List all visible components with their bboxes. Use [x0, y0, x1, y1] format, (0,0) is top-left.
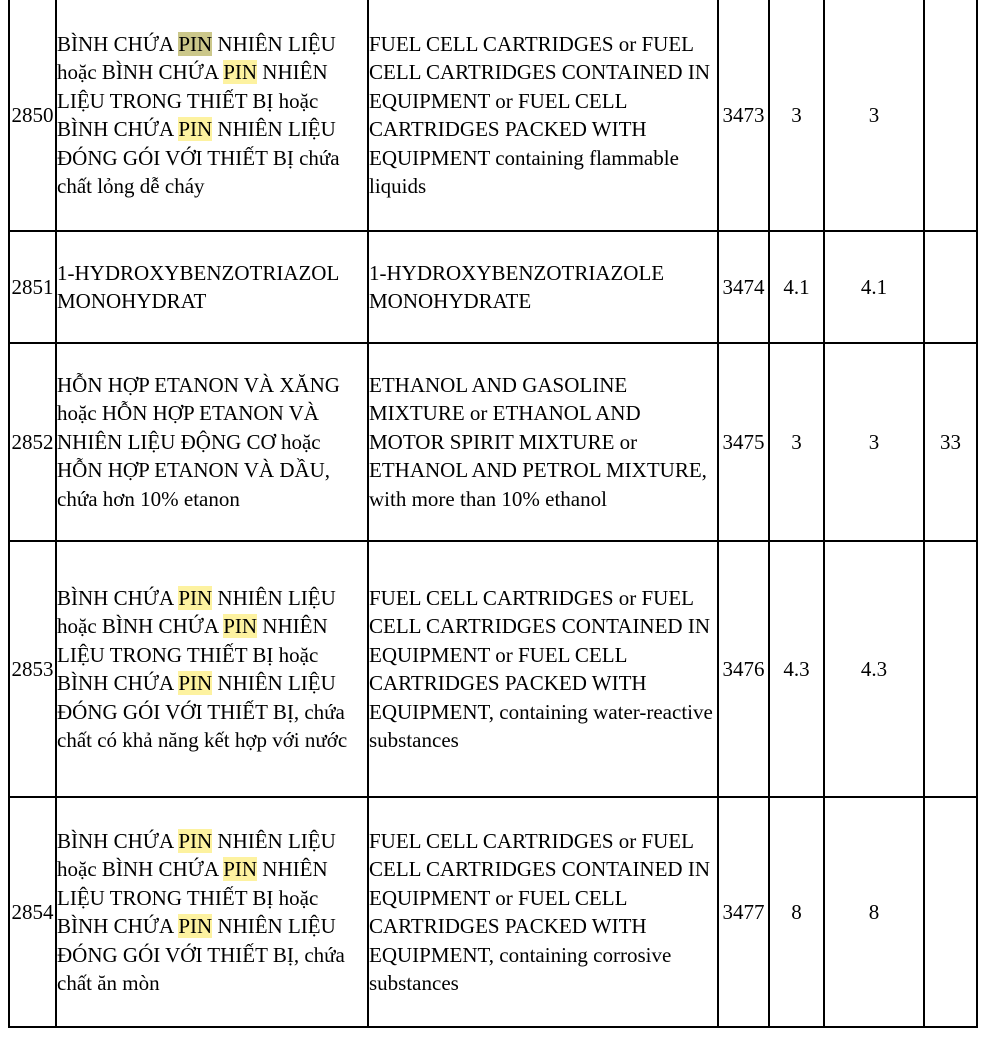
text-segment: BÌNH CHỨA	[57, 828, 179, 853]
search-highlight: PIN	[223, 857, 258, 881]
english-name-cell	[368, 0, 718, 231]
un-number-cell-text: 3475	[722, 430, 765, 454]
extra-code-cell	[924, 0, 977, 231]
text-segment: BÌNH CHỨA	[57, 585, 179, 610]
text-segment: NHIÊN LIỆU hoặc BÌNH CHỨA	[57, 828, 336, 881]
text-segment: NHIÊN LIỆU hoặc BÌNH CHỨA	[57, 585, 336, 638]
hazard-class-cell	[769, 0, 824, 231]
hazard-class-cell-text: 4.1	[783, 274, 810, 299]
hazard-label-cell-text: 8	[868, 899, 880, 924]
text-segment: 1-HYDROXYBENZOTRIAZOL MONOHYDRAT	[57, 260, 339, 313]
hazard-label-cell	[824, 343, 924, 541]
english-name-cell	[368, 797, 718, 1027]
hazard-label-cell-text: 3	[868, 102, 880, 127]
un-number-cell	[718, 0, 769, 231]
table-row	[9, 343, 977, 541]
un-number-cell	[718, 797, 769, 1027]
un-number-cell	[718, 343, 769, 541]
english-name-cell	[368, 541, 718, 797]
hazard-label-cell-text: 3	[868, 429, 880, 454]
hazard-label-cell	[824, 0, 924, 231]
text-segment: NHIÊN LIỆU TRONG THIẾT BỊ hoặc BÌNH CHỨA	[57, 60, 328, 141]
hazard-class-cell	[769, 541, 824, 797]
row-number-cell-text: 2850	[11, 103, 54, 127]
text-segment: NHIÊN LIỆU ĐÓNG GÓI VỚI THIẾT BỊ, chứa chất có khả năng kết hợp với nước	[57, 671, 348, 752]
table-row	[9, 231, 977, 343]
row-number-cell	[9, 231, 56, 343]
extra-code-cell	[924, 343, 977, 541]
vietnamese-name-text	[57, 30, 367, 201]
search-highlight: PIN	[223, 60, 258, 84]
english-name-text: FUEL CELL CARTRIDGES or FUEL CELL CARTRIDGES CONTAINED IN EQUIPMENT or FUEL CELL CARTRIDGES PACKED WITH EQUIPMENT, containing water-reactive substances	[369, 585, 713, 752]
search-highlight: PIN	[178, 117, 213, 141]
extra-code-cell-text: 33	[940, 429, 961, 454]
text-segment: NHIÊN LIỆU hoặc BÌNH CHỨA	[57, 31, 336, 84]
un-number-cell-text: 3477	[722, 900, 765, 924]
search-highlight: PIN	[178, 828, 213, 853]
text-segment: BÌNH CHỨA	[57, 31, 179, 56]
row-number-cell	[9, 797, 56, 1027]
extra-code-cell	[924, 231, 977, 343]
row-number-cell	[9, 0, 56, 231]
text-segment: NHIÊN LIỆU TRONG THIẾT BỊ hoặc BÌNH CHỨA	[57, 857, 328, 938]
english-name-text: FUEL CELL CARTRIDGES or FUEL CELL CARTRIDGES CONTAINED IN EQUIPMENT or FUEL CELL CARTRIDGES PACKED WITH EQUIPMENT, containing corrosive substances	[369, 828, 711, 995]
hazard-class-cell-text: 4.3	[783, 656, 810, 681]
search-highlight: PIN	[178, 671, 213, 695]
hazard-class-cell	[769, 343, 824, 541]
extra-code-cell	[924, 541, 977, 797]
row-number-cell	[9, 343, 56, 541]
search-highlight: PIN	[178, 914, 213, 938]
text-segment: NHIÊN LIỆU TRONG THIẾT BỊ hoặc BÌNH CHỨA	[57, 614, 328, 695]
search-highlight: PIN	[178, 585, 213, 610]
hazard-class-cell	[769, 797, 824, 1027]
un-number-cell-text: 3473	[722, 103, 765, 127]
vietnamese-name-cell	[56, 343, 368, 541]
hazard-label-cell	[824, 541, 924, 797]
hazard-class-cell-text: 3	[791, 102, 802, 127]
extra-code-cell	[924, 797, 977, 1027]
un-number-cell	[718, 231, 769, 343]
search-highlight-selected: PIN	[178, 31, 213, 56]
table-row	[9, 797, 977, 1027]
table-body	[9, 0, 977, 1027]
row-number-cell	[9, 541, 56, 797]
text-segment: NHIÊN LIỆU ĐÓNG GÓI VỚI THIẾT BỊ chứa chất lỏng dễ cháy	[57, 117, 340, 198]
english-name-text: ETHANOL AND GASOLINE MIXTURE or ETHANOL AND MOTOR SPIRIT MIXTURE or ETHANOL AND PETROL MIXTURE, with more than 10% ethanol	[369, 372, 707, 511]
vietnamese-name-text	[57, 371, 367, 514]
hazard-label-cell	[824, 797, 924, 1027]
english-name-cell	[368, 231, 718, 343]
text-segment: NHIÊN LIỆU ĐÓNG GÓI VỚI THIẾT BỊ, chứa chất ăn mòn	[57, 914, 345, 995]
table-row	[9, 0, 977, 231]
vietnamese-name-cell	[56, 231, 368, 343]
un-number-cell	[718, 541, 769, 797]
vietnamese-name-text	[57, 827, 367, 998]
vietnamese-name-text	[57, 259, 367, 316]
hazard-label-cell-text: 4.1	[860, 274, 888, 299]
hazard-class-cell	[769, 231, 824, 343]
search-highlight: PIN	[223, 614, 258, 638]
row-number-cell-text: 2854	[11, 900, 54, 924]
hazard-class-cell-text: 8	[791, 899, 802, 924]
english-name-text: 1-HYDROXYBENZOTRIAZOLE MONOHYDRATE	[369, 260, 665, 313]
english-name-cell	[368, 343, 718, 541]
un-number-cell-text: 3476	[722, 657, 765, 681]
text-segment: HỖN HỢP ETANON VÀ XĂNG hoặc HỖN HỢP ETANON VÀ NHIÊN LIỆU ĐỘNG CƠ hoặc HỖN HỢP ETANON VÀ DẦU, chứa hơn 10% etanon	[57, 372, 340, 511]
hazard-label-cell	[824, 231, 924, 343]
row-number-cell-text: 2853	[11, 657, 54, 681]
row-number-cell-text: 2851	[11, 275, 54, 299]
vietnamese-name-cell	[56, 797, 368, 1027]
hazard-label-cell-text: 4.3	[860, 656, 888, 681]
table-row	[9, 541, 977, 797]
row-number-cell-text: 2852	[11, 430, 54, 454]
vietnamese-name-text	[57, 584, 367, 755]
english-name-text: FUEL CELL CARTRIDGES or FUEL CELL CARTRIDGES CONTAINED IN EQUIPMENT or FUEL CELL CARTRIDGES PACKED WITH EQUIPMENT containing flammable liquids	[369, 31, 711, 198]
un-number-cell-text: 3474	[722, 275, 765, 299]
dangerous-goods-table	[8, 0, 978, 1028]
hazard-class-cell-text: 3	[791, 429, 802, 454]
vietnamese-name-cell	[56, 541, 368, 797]
vietnamese-name-cell	[56, 0, 368, 231]
